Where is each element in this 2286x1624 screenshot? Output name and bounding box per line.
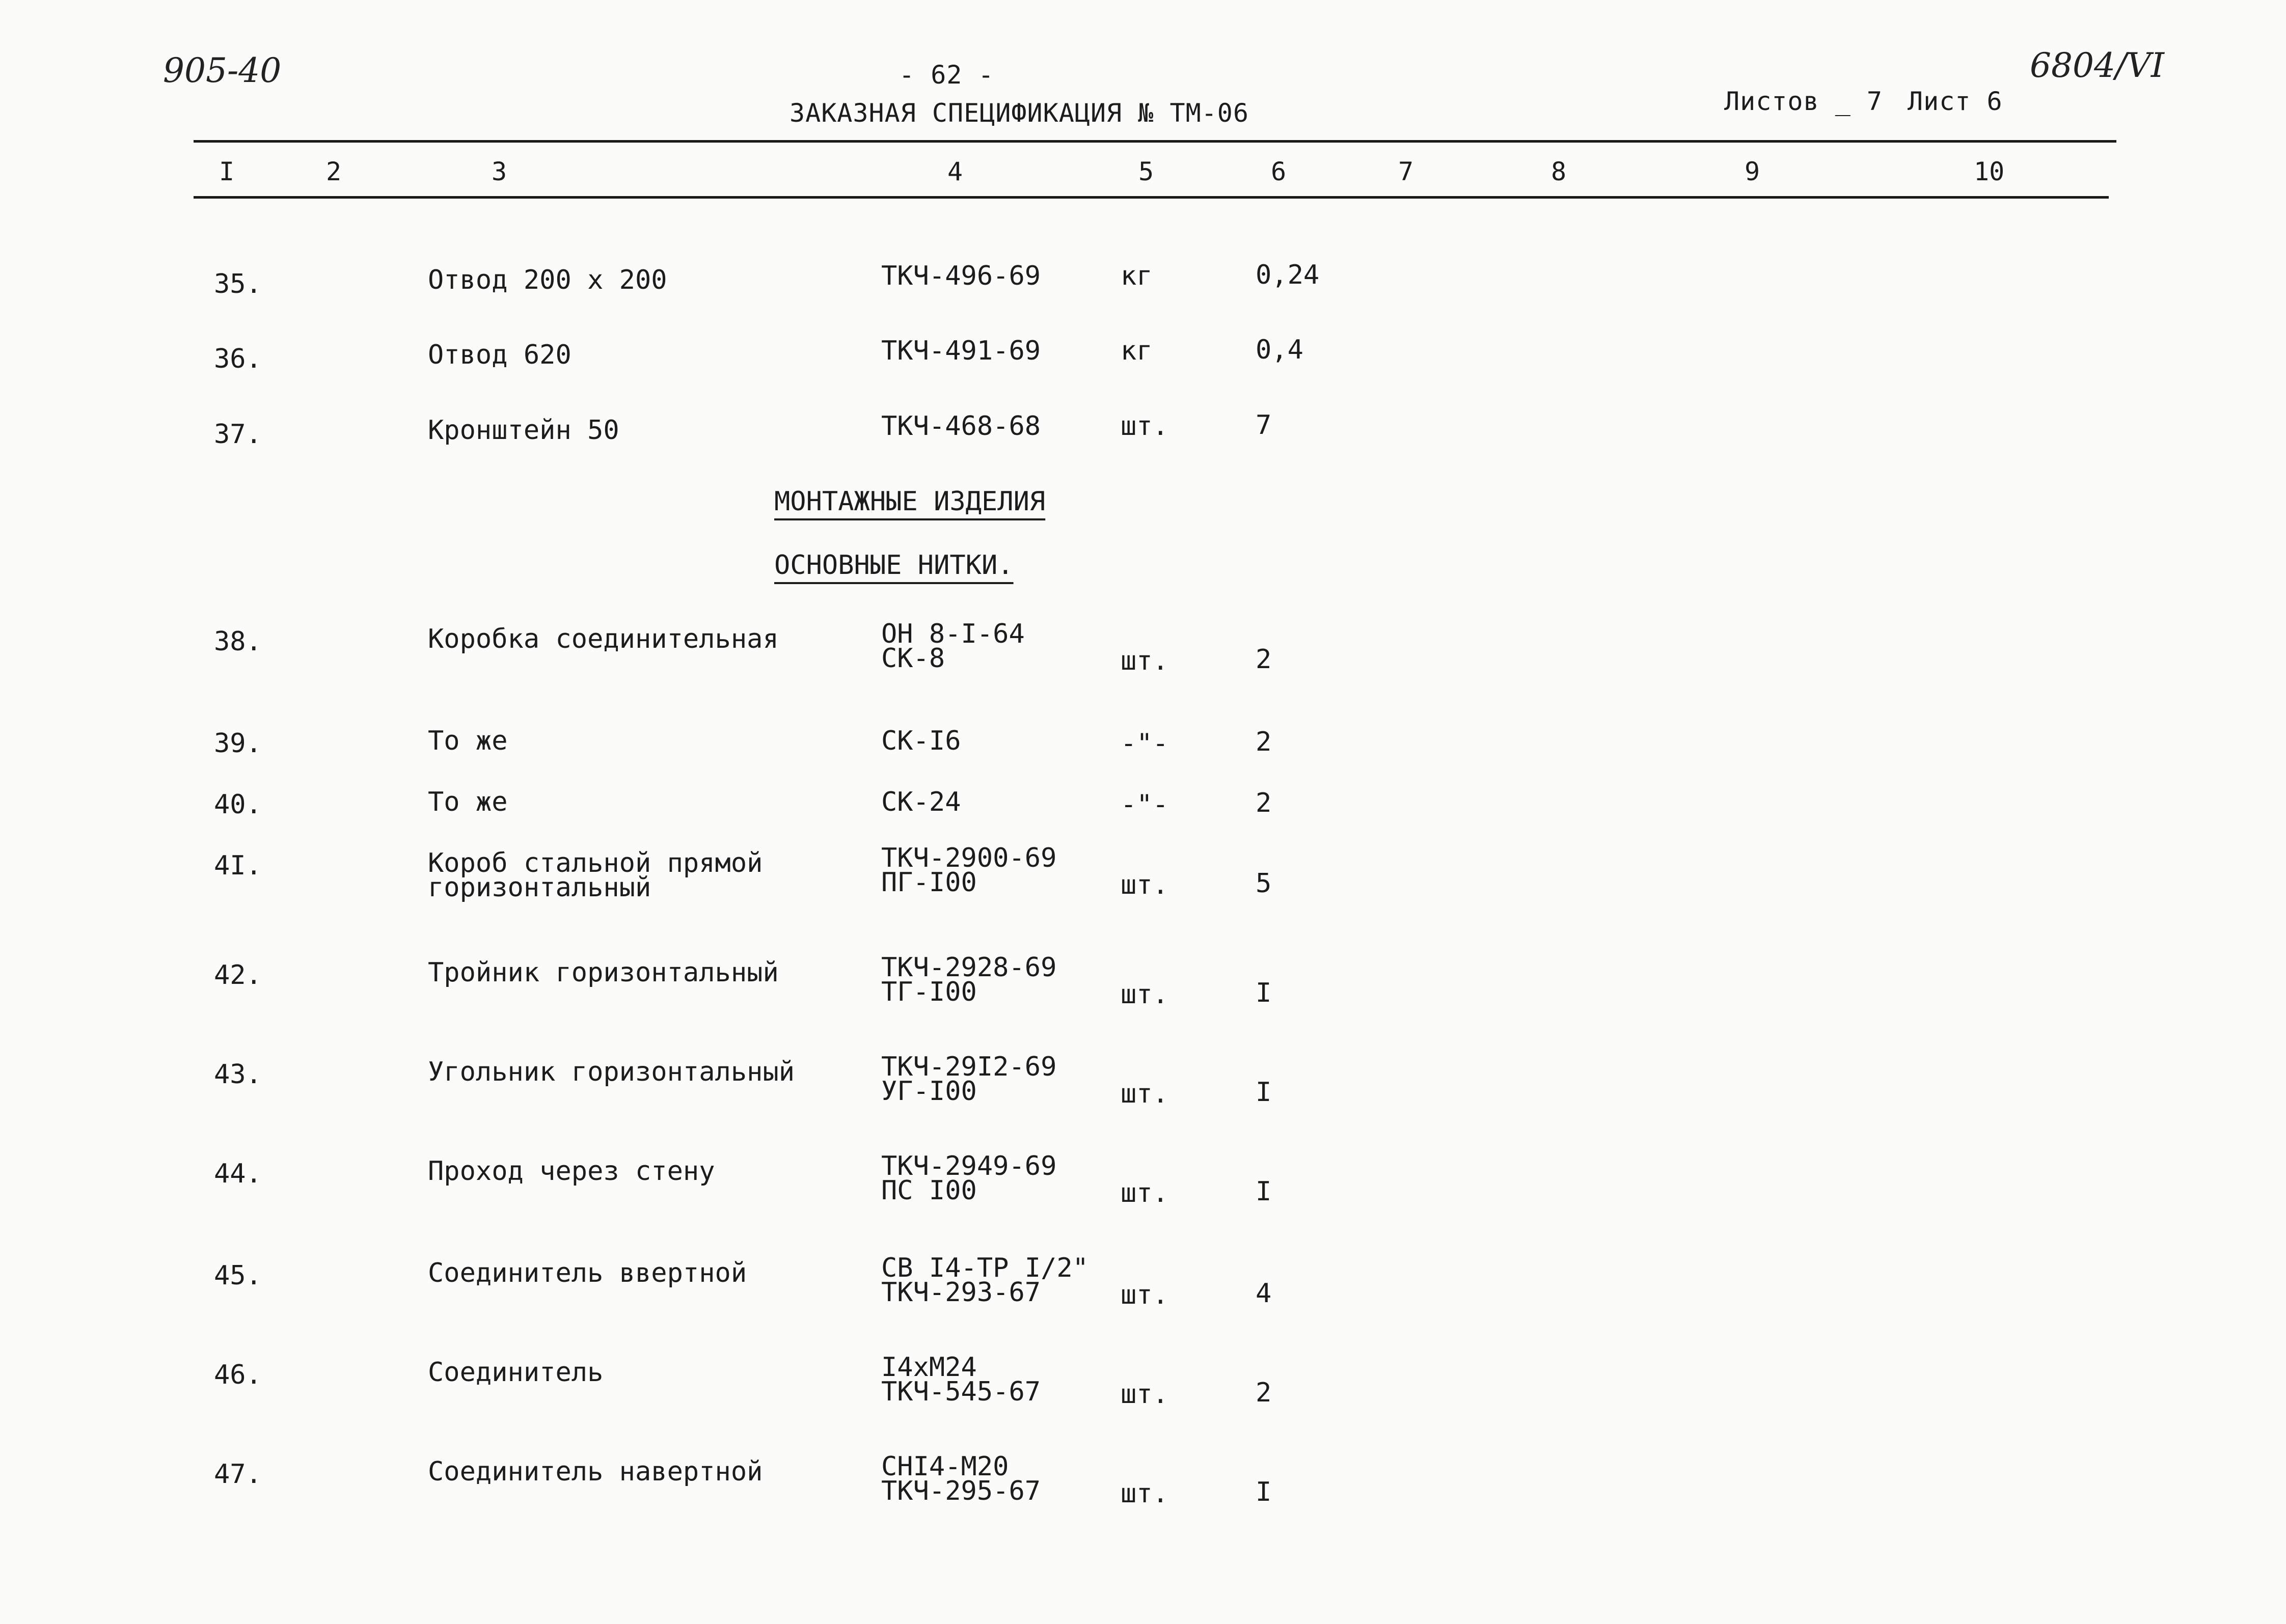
column-number: 9 (1745, 157, 1760, 186)
item-code: ТКЧ-29I2-69 (881, 1052, 1057, 1082)
row-number: 40. (214, 789, 262, 820)
item-name: Короб стальной прямой (428, 848, 763, 878)
item-name: Отвод 620 (428, 340, 572, 370)
item-code: ТКЧ-468-68 (881, 411, 1041, 442)
item-unit: шт. (1121, 1079, 1168, 1109)
item-quantity: 0,4 (1256, 335, 1303, 365)
column-number: I (219, 157, 235, 186)
item-code: ТКЧ-2949-69 (881, 1151, 1057, 1181)
item-unit: шт. (1121, 1478, 1168, 1509)
item-quantity: 7 (1256, 410, 1272, 441)
item-unit: шт. (1121, 870, 1168, 900)
section-mounting: МОНТАЖНЫЕ ИЗДЕЛИЯ (774, 486, 1046, 517)
item-code: ПС I00 (881, 1175, 977, 1206)
row-number: 43. (214, 1059, 262, 1090)
item-name: Угольник горизонтальный (428, 1057, 795, 1087)
item-unit: шт. (1121, 646, 1168, 676)
item-code: УГ-I00 (881, 1076, 977, 1107)
row-number: 35. (214, 269, 262, 299)
column-number: 3 (492, 157, 507, 186)
item-code: СК-24 (881, 787, 961, 817)
column-number: 10 (1974, 157, 2005, 186)
item-code: ТКЧ-2928-69 (881, 952, 1057, 983)
item-quantity: 2 (1256, 788, 1272, 818)
item-unit: шт. (1121, 411, 1168, 442)
page-title: ЗАКАЗНАЯ СПЕЦИФИКАЦИЯ № ТМ-06 (790, 98, 1249, 128)
item-quantity: 2 (1256, 727, 1272, 757)
item-quantity: 2 (1256, 1378, 1272, 1408)
item-code: ТКЧ-295-67 (881, 1476, 1041, 1506)
item-name: Соединитель навертной (428, 1456, 763, 1487)
sheet-number: Лист 6 (1908, 87, 2003, 116)
item-code: ТКЧ-491-69 (881, 336, 1041, 366)
section-main-lines: ОСНОВНЫЕ НИТКИ. (774, 550, 1014, 581)
item-code: ТГ-I00 (881, 977, 977, 1007)
item-unit: шт. (1121, 1178, 1168, 1208)
item-code: СК-I6 (881, 726, 961, 756)
column-number: 5 (1138, 157, 1154, 186)
item-name: То же (428, 726, 508, 756)
item-name: Проход через стену (428, 1156, 715, 1187)
column-number: 6 (1271, 157, 1287, 186)
row-number: 39. (214, 728, 262, 759)
row-number: 38. (214, 626, 262, 657)
item-code: ТКЧ-496-69 (881, 261, 1041, 291)
item-quantity: 5 (1256, 868, 1272, 899)
item-quantity: 4 (1256, 1278, 1272, 1309)
item-name: Кронштейн 50 (428, 415, 619, 446)
item-name: Тройник горизонтальный (428, 957, 779, 988)
item-quantity: 0,24 (1256, 260, 1320, 290)
item-code: СК-8 (881, 643, 945, 674)
header-bottom-rule (194, 196, 2109, 199)
item-code: I4хМ24 (881, 1352, 977, 1383)
item-unit: -"- (1121, 789, 1168, 820)
row-number: 47. (214, 1459, 262, 1490)
item-code: СВ I4-ТР I/2" (881, 1253, 1088, 1283)
item-quantity: I (1256, 1077, 1272, 1108)
item-unit: шт. (1121, 1280, 1168, 1310)
item-code: ТКЧ-2900-69 (881, 843, 1057, 873)
item-code: ПГ-I00 (881, 867, 977, 898)
item-quantity: I (1256, 978, 1272, 1008)
item-unit: шт. (1121, 979, 1168, 1010)
item-quantity: I (1256, 1176, 1272, 1207)
item-quantity: I (1256, 1477, 1272, 1507)
doc-code: 905-40 (163, 51, 282, 90)
item-name: Коробка соединительная (428, 624, 779, 654)
item-name: Отвод 200 х 200 (428, 265, 667, 295)
column-number: 8 (1551, 157, 1567, 186)
item-unit: кг (1121, 261, 1153, 291)
item-code: ТКЧ-293-67 (881, 1277, 1041, 1308)
item-code: ОН 8-I-64 (881, 619, 1025, 649)
header-top-rule (194, 140, 2116, 143)
row-number: 42. (214, 960, 262, 990)
row-number: 46. (214, 1360, 262, 1390)
item-name: горизонтальный (428, 872, 651, 903)
item-unit: шт. (1121, 1379, 1168, 1410)
column-number: 2 (326, 157, 342, 186)
sheet-count: Листов _ 7 (1724, 87, 1883, 116)
item-unit: -"- (1121, 728, 1168, 759)
item-code: ТКЧ-545-67 (881, 1377, 1041, 1407)
page-number: - 62 - (899, 60, 994, 90)
item-name: Соединитель ввертной (428, 1258, 747, 1288)
column-number: 7 (1398, 157, 1414, 186)
row-number: 37. (214, 419, 262, 450)
row-number: 36. (214, 344, 262, 374)
row-number: 45. (214, 1260, 262, 1291)
item-name: Соединитель (428, 1357, 604, 1388)
row-number: 44. (214, 1159, 262, 1189)
row-number: 4I. (214, 850, 262, 881)
column-number: 4 (947, 157, 963, 186)
item-unit: кг (1121, 336, 1153, 366)
item-name: То же (428, 787, 508, 817)
item-code: СНI4-М20 (881, 1451, 1009, 1482)
archive-number: 6804/VI (2030, 46, 2164, 85)
item-quantity: 2 (1256, 644, 1272, 675)
